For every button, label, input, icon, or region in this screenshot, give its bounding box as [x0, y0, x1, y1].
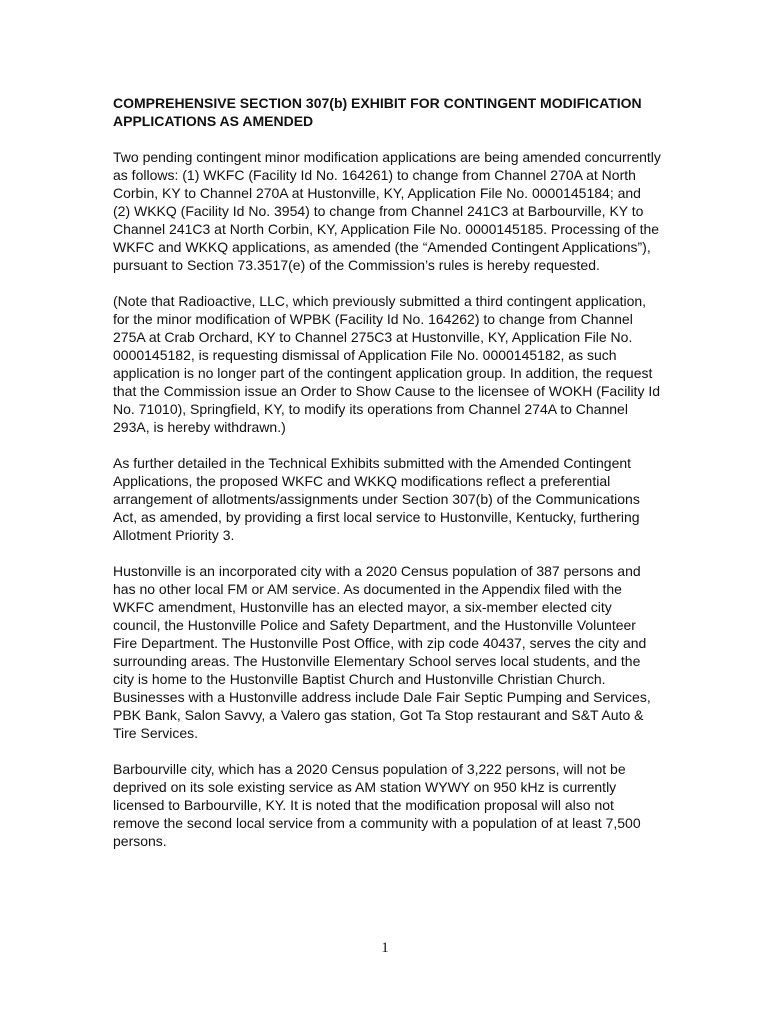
- document-title: COMPREHENSIVE SECTION 307(b) EXHIBIT FOR CONTINGENT MODIFICATION APPLICATIONS AS AMENDED: [113, 95, 642, 129]
- paragraph-hustonville: Hustonville is an incorporated city with a 2020 Census population of 387 persons and has no other local FM or AM service. As documented in the Appendix filed with the WKFC amendment, Hustonville has an elected mayor, a six-member elected city council, the Hustonville Police and Safety Department, and the Hustonville Volunteer Fire Department. The Hustonville Post Office, with zip code 40437, serves the city and surrounding areas. The Hustonville Elementary School serves local students, and the city is home to the Hustonville Baptist Church and Hustonville Christian Church. Businesses with a Hustonville address include Dale Fair Septic Pumping and Services, PBK Bank, Salon Savvy, a Valero gas station, Got Ta Stop restaurant and S&T Auto & Tire Services.: [113, 563, 651, 741]
- document-body: [113, 94, 661, 868]
- paragraph-technical-exhibits: As further detailed in the Technical Exhibits submitted with the Amended Contingent Applications, the proposed WKFC and WKKQ modifications reflect a preferential arrangement of allotments/assignments under Section 307(b) of the Communications Act, as amended, by providing a first local service to Hustonville, Kentucky, furthering Allotment Priority 3.: [113, 455, 640, 543]
- paragraph-radioactive-note: (Note that Radioactive, LLC, which previously submitted a third contingent application, for the minor modification of WPBK (Facility Id No. 164262) to change from Channel 275A at Crab Orchard, KY to Channel 275C3 at Hustonville, KY, Application File No. 0000145182, is requesting dismissal of Application File No. 0000145182, as such application is no longer part of the contingent application group. In addition, the request that the Commission issue an Order to Show Cause to the licensee of WOKH (Facility Id No. 71010), Springfield, KY, to modify its operations from Channel 274A to Channel 293A, is hereby withdrawn.): [113, 293, 661, 435]
- page-number: 1: [381, 940, 389, 956]
- paragraph-barbourville: Barbourville city, which has a 2020 Census population of 3,222 persons, will not be deprived on its sole existing service as AM station WYWY on 950 kHz is currently licensed to Barbourville, KY. It is noted that the modification proposal will also not remove the second local service from a community with a population of at least 7,500 persons.: [113, 761, 641, 849]
- paragraph-amendment-summary: Two pending contingent minor modification applications are being amended concurrently as follows: (1) WKFC (Facility Id No. 164261) to change from Channel 270A at North Corbin, KY to Channel 270A at Hustonville, KY, Application File No. 0000145184; and (2) WKKQ (Facility Id No. 3954) to change from Channel 241C3 at Barbourville, KY to Channel 241C3 at North Corbin, KY, Application File No. 0000145185. Processing of the WKFC and WKKQ applications, as amended (the “Amended Contingent Applications”), pursuant to Section 73.3517(e) of the Commission’s rules is hereby requested.: [113, 149, 661, 273]
